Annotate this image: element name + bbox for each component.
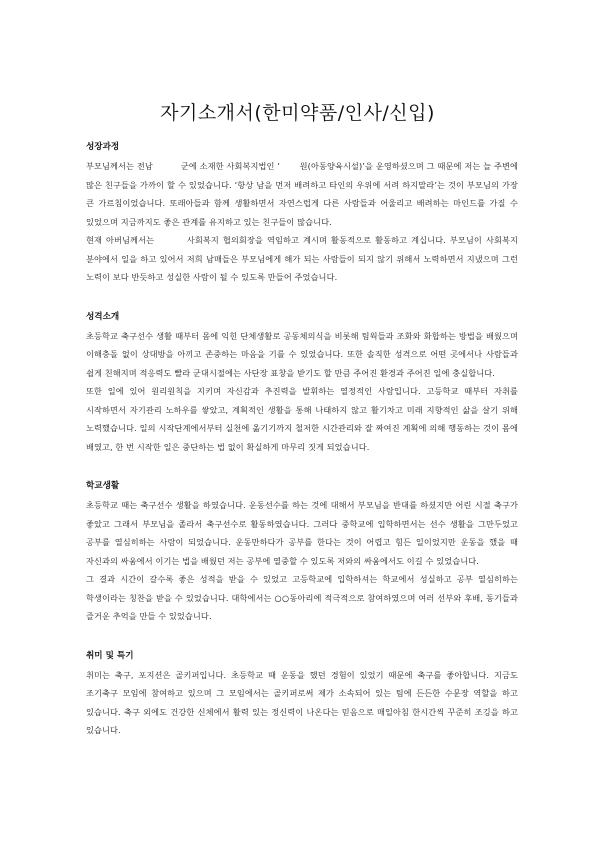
section-growth [86, 140, 518, 287]
section-heading: 성장과정 [86, 142, 120, 152]
paragraph: 현재 아버님께서는 사회복지 협의회장을 역임하고 계시며 활동적으로 활동하고 계십니다. 부모님이 사회복지 분야에서 일을 하고 있어서 저희 남매들은 부모님에게 해가 되는 사람들이 되지 않기 위해서 노력하면서 지냈으며 그런 노력이 보다 반듯하고 성실한 사람이 될 수 있도록 만들어 주었습니다. [86, 235, 518, 282]
section-hobbies [86, 649, 518, 740]
section-school-life [86, 479, 518, 626]
document-body [86, 140, 518, 763]
paragraph: 초등학교 때는 축구선수 생활을 하였습니다. 운동선수를 하는 것에 대해서 부모님을 반대를 하셨지만 어린 시절 축구가 좋았고 그래서 부모님을 졸라서 축구선수로 활동하였습니다. 그러다 중학교에 입학하면서는 선수 생활을 그만두었고 공부를 열심히하는 사람이 되었습니다. 운동만하다가 공부를 한다는 것이 어렵고 힘든 일이었지만 운동을 했을 때 자신과의 싸움에서 이기는 법을 배웠던 저는 공부에 열중할 수 있도록 저와의 싸움에서도 이길 수 있었습니다. [86, 500, 518, 566]
paragraph: 그 결과 시간이 갈수록 좋은 성적을 받을 수 있었고 고등학교에 입학하셔는 학교에서 성실하고 공부 열심히하는 학생이라는 칭찬을 받을 수 있었습니다. 대학에서는 ○○동아리에 적극적으로 참여하였으며 여러 선부와 후배, 동기들과 즐거운 추억을 만들 수 있었습니다. [86, 574, 518, 621]
paragraph: 또한 일에 있어 원리원칙을 지키며 자신감과 추진력을 발휘하는 열정적인 사람입니다. 고등학교 때부터 자취를 시작하면서 자기관리 노하우를 쌓았고, 계획적인 생활을 통해 나태하지 않고 활기차고 미래 지향적인 삶을 살기 위해 노력했습니다. 일의 시작단계에서부터 실천에 옮기기까지 철저한 시간관리와 잘 짜여진 계획에 의해 행동하는 것이 몸에 배였고, 한 번 시작한 일은 중단하는 법 없이 확실하게 마무리 짓게 되었습니다. [86, 386, 518, 452]
section-personality [86, 310, 518, 457]
document-title: 자기소개서(한미약품/인사/신입) [160, 102, 435, 124]
paragraph: 초등학교 축구선수 생활 때부터 몸에 익힌 단체생활로 공동체의식을 비롯해 팀웍들과 조화와 화합하는 방법을 배웠으며 이해충돌 없이 상대방을 아끼고 존중하는 마음을 기를 수 있었습니다. 또한 솔직한 성격으로 어떤 곳에서나 사람들과 쉽게 친해지며 적응력도 빨라 군대시절에는 사단장 표창을 받기도 할 만큼 주어진 환경과 주어진 일에 충실합니다. [86, 330, 518, 378]
paragraph: 취미는 축구, 포지션은 골키퍼입니다. 초등학교 때 운동을 했던 경험이 있었기 때문에 축구를 좋아합니다. 지금도 조기축구 모임에 참여하고 있으며 그 모임에서는 골키퍼로써 제가 소속되어 있는 팀에 든든한 수문장 역할을 하고 있습니다. 축구 외에도 건강한 신체에서 활력 있는 정신력이 나온다는 믿음으로 매일아침 한시간씩 꾸준히 조깅을 하고 있습니다. [86, 669, 518, 735]
section-heading: 학교생활 [86, 481, 120, 491]
section-heading: 취미 및 특기 [86, 650, 134, 661]
section-heading: 성격소개 [86, 311, 120, 322]
paragraph: 부모님께서는 전남 군에 소재한 사회복지법인 ‘ 원(아동양육시설)’을 운영하셨으며 그 때문에 저는 늘 주변에 많은 친구들을 가까이 할 수 있었습니다. ‘항상 남을 먼저 배려하고 타인의 우위에 서려 하지말라’는 것이 부모님의 가장 큰 가르침이었습니다. 또래아들과 함께 생활하면서 자연스럽게 다른 사람들과 어울리고 배려하는 마인드를 가질 수 있었으며 지금까지도 좋은 관계를 유지하고 있는 친구들이 많습니다. [86, 161, 518, 227]
